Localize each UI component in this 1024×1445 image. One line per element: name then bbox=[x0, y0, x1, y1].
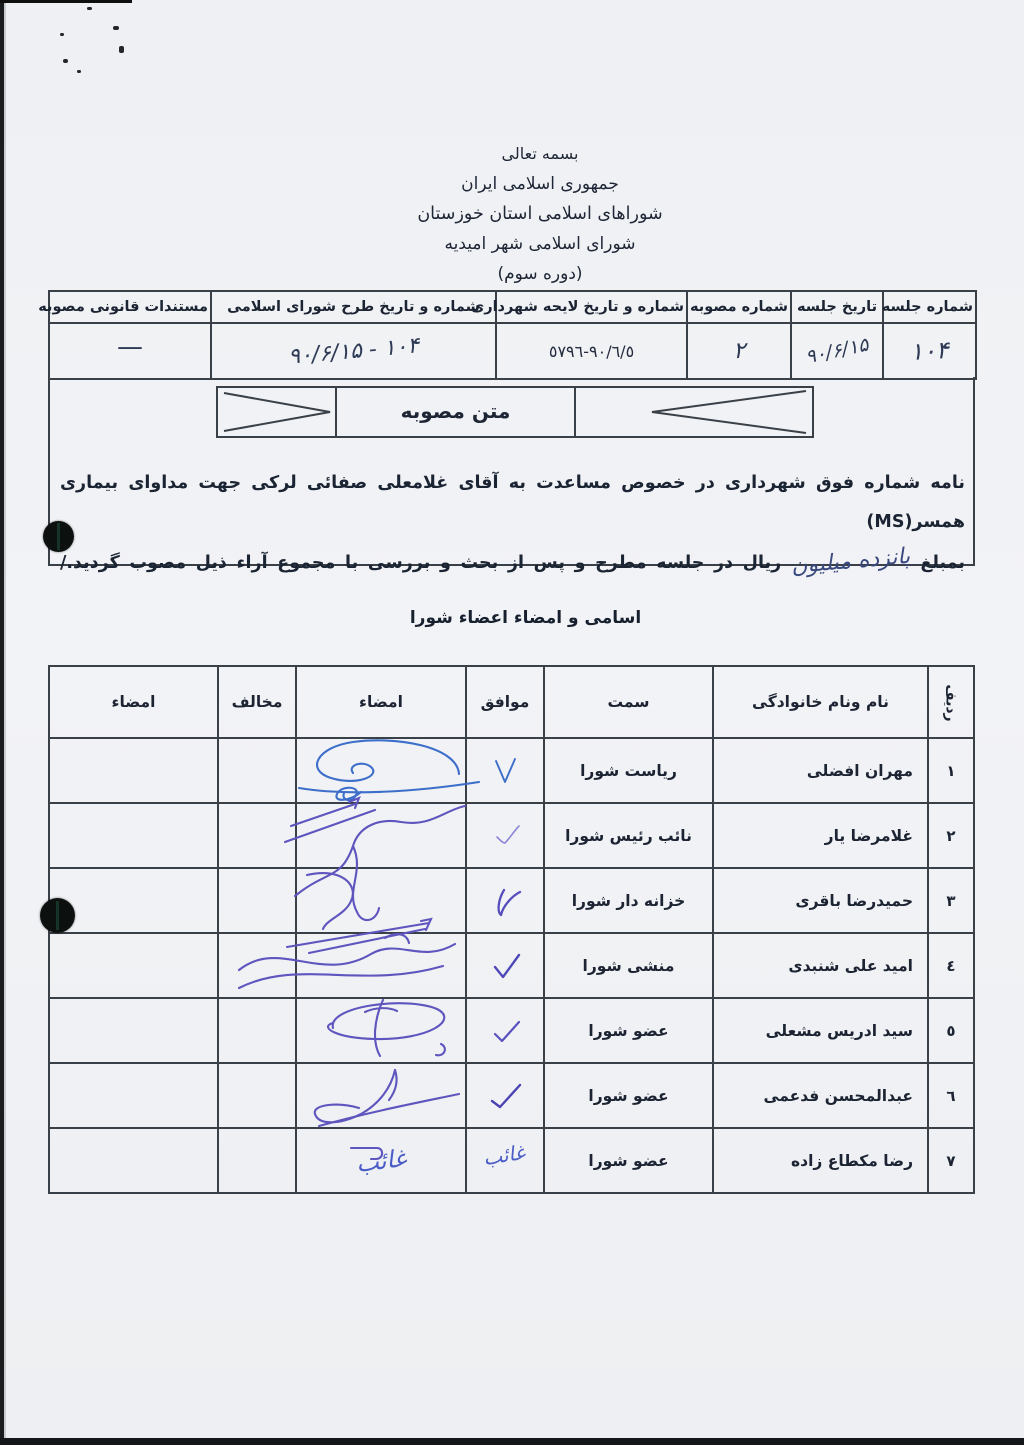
info-header-plan-no-date: شماره و تاریخ طرح شورای اسلامی bbox=[211, 291, 496, 323]
handwritten-plan-no-date: ۹۰/۶/۱۵ - ۱۰۴ bbox=[287, 332, 420, 370]
member-name: عبدالمحسن فدعمی bbox=[713, 1063, 928, 1128]
member-signature-cell bbox=[296, 998, 466, 1063]
scan-edge-top bbox=[0, 0, 132, 3]
member-position: عضو شورا bbox=[544, 1063, 713, 1128]
info-value-plan-no-date bbox=[211, 323, 496, 379]
member-name: حمیدرضا باقری bbox=[713, 868, 928, 933]
resolution-line2-suffix: ریال در جلسه مطرح و پس از بحث و بررسی با مجموع آراء ذیل مصوب گردید./ bbox=[60, 553, 782, 573]
member-oppose-signature-cell bbox=[49, 738, 218, 803]
member-oppose-cell bbox=[218, 933, 296, 998]
member-oppose-signature-cell bbox=[49, 868, 218, 933]
col-header-oppose-signature: امضاء bbox=[49, 666, 218, 738]
dust-speck bbox=[113, 26, 119, 30]
resolution-info-table bbox=[38, 290, 977, 380]
info-header-legal-docs: مستندات قانونی مصوبه bbox=[49, 291, 211, 323]
member-row bbox=[49, 933, 974, 998]
member-oppose-cell bbox=[218, 738, 296, 803]
resolution-line2-prefix: بمبلغ bbox=[920, 553, 965, 573]
member-position: عضو شورا bbox=[544, 1128, 713, 1193]
typed-bill-no-date: ٩٠/٦/٥-٥٧٩٦ bbox=[548, 341, 635, 361]
check-mark-icon bbox=[487, 884, 523, 918]
absent-note: غائب bbox=[354, 1143, 408, 1178]
header-line-province-councils: شوراهای اسلامی استان خوزستان bbox=[417, 204, 663, 224]
header-line-city-council: شورای اسلامی شهر امیدیه bbox=[444, 234, 636, 254]
member-name: سید ادریس مشعلی bbox=[713, 998, 928, 1063]
member-oppose-cell bbox=[218, 1063, 296, 1128]
absent-note: غائب bbox=[481, 1139, 527, 1170]
member-oppose-signature-cell bbox=[49, 1128, 218, 1193]
member-row-number: ٤ bbox=[928, 933, 974, 998]
punch-hole-top bbox=[43, 521, 74, 552]
member-agree-cell bbox=[466, 998, 544, 1063]
member-position: نائب رئیس شورا bbox=[544, 803, 713, 868]
member-row bbox=[49, 803, 974, 868]
member-agree-cell bbox=[466, 738, 544, 803]
info-value-session-no bbox=[883, 323, 976, 379]
handwritten-session-no: ۱۰۴ bbox=[909, 336, 950, 366]
col-header-oppose: مخالف bbox=[218, 666, 296, 738]
check-mark-icon bbox=[486, 1081, 524, 1111]
scan-edge-left-shadow bbox=[4, 0, 6, 1445]
info-value-bill-no-date bbox=[496, 323, 687, 379]
signature-scribble bbox=[289, 994, 479, 1072]
member-signature-cell bbox=[296, 868, 466, 933]
header-line-term: (دوره سوم) bbox=[497, 264, 583, 284]
members-table bbox=[48, 665, 975, 1194]
resolution-text bbox=[60, 464, 965, 583]
info-value-resolution-no bbox=[687, 323, 791, 379]
members-section-title: اسامی و امضاء اعضاء شورا bbox=[409, 608, 642, 628]
col-header-position: سمت bbox=[544, 666, 713, 738]
member-agree-cell bbox=[466, 1128, 544, 1193]
check-mark-icon bbox=[487, 756, 523, 786]
info-header-resolution-no: شماره مصوبه bbox=[687, 291, 791, 323]
col-header-agree: موافق bbox=[466, 666, 544, 738]
member-name: امید علی شنبدی bbox=[713, 933, 928, 998]
check-mark-icon bbox=[487, 1016, 523, 1046]
dust-speck bbox=[119, 46, 124, 53]
member-name: رضا مکطاع زاده bbox=[713, 1128, 928, 1193]
member-agree-cell bbox=[466, 803, 544, 868]
member-row bbox=[49, 998, 974, 1063]
member-position: ریاست شورا bbox=[544, 738, 713, 803]
member-signature-cell bbox=[296, 933, 466, 998]
member-oppose-cell bbox=[218, 998, 296, 1063]
member-signature-cell bbox=[296, 1128, 466, 1193]
header-line-basmala: بسمه تعالی bbox=[501, 144, 579, 163]
scan-edge-bottom bbox=[0, 1438, 1024, 1445]
member-signature-cell bbox=[296, 738, 466, 803]
resolution-line1: نامه شماره فوق شهرداری در خصوص مساعدت به آقای غلامعلی صفائی لرکی جهت مداوای بیماری همسر(MS) bbox=[60, 473, 965, 532]
member-position: منشی شورا bbox=[544, 933, 713, 998]
dust-speck bbox=[63, 59, 68, 63]
member-oppose-cell bbox=[218, 1128, 296, 1193]
member-name: غلامرضا یار bbox=[713, 803, 928, 868]
dust-speck bbox=[77, 70, 81, 73]
member-row-number: ١ bbox=[928, 738, 974, 803]
info-header-session-date: تاریخ جلسه bbox=[791, 291, 883, 323]
member-row bbox=[49, 868, 974, 933]
member-oppose-signature-cell bbox=[49, 933, 218, 998]
member-agree-cell bbox=[466, 933, 544, 998]
member-row-number: ٣ bbox=[928, 868, 974, 933]
member-signature-cell bbox=[296, 1063, 466, 1128]
dust-speck bbox=[60, 33, 64, 36]
member-agree-cell bbox=[466, 868, 544, 933]
dust-speck bbox=[87, 7, 92, 10]
info-header-bill-no-date: شماره و تاریخ لایحه شهرداری bbox=[496, 291, 687, 323]
amount-handwritten: پانزده میلیون bbox=[790, 543, 912, 580]
col-header-full-name: نام ونام خانوادگی bbox=[713, 666, 928, 738]
document-header bbox=[60, 139, 1020, 289]
handwritten-dash: — bbox=[117, 332, 143, 362]
info-value-legal-docs bbox=[49, 323, 211, 379]
member-oppose-signature-cell bbox=[49, 998, 218, 1063]
member-oppose-cell bbox=[218, 803, 296, 868]
handwritten-session-date: ۹۰/۶/۱۵ bbox=[803, 333, 871, 369]
info-value-session-date bbox=[791, 323, 883, 379]
member-signature-cell bbox=[296, 803, 466, 868]
members-header-row bbox=[49, 666, 974, 738]
info-header-session-no: شماره جلسه bbox=[883, 291, 976, 323]
member-row-number: ٧ bbox=[928, 1128, 974, 1193]
member-agree-cell bbox=[466, 1063, 544, 1128]
handwritten-resolution-no: ۲ bbox=[732, 337, 746, 365]
member-oppose-signature-cell bbox=[49, 1063, 218, 1128]
col-header-signature: امضاء bbox=[296, 666, 466, 738]
member-row bbox=[49, 1128, 974, 1193]
col-header-row-no: ردیف bbox=[928, 666, 974, 738]
check-mark-icon bbox=[487, 951, 523, 981]
header-line-country: جمهوری اسلامی ایران bbox=[461, 174, 619, 194]
punch-hole-bottom bbox=[40, 898, 75, 933]
member-row-number: ٥ bbox=[928, 998, 974, 1063]
check-mark-icon bbox=[487, 821, 523, 851]
member-position: عضو شورا bbox=[544, 998, 713, 1063]
member-row bbox=[49, 1063, 974, 1128]
member-oppose-signature-cell bbox=[49, 803, 218, 868]
member-row-number: ٦ bbox=[928, 1063, 974, 1128]
member-position: خزانه دار شورا bbox=[544, 868, 713, 933]
member-row-number: ٢ bbox=[928, 803, 974, 868]
member-oppose-cell bbox=[218, 868, 296, 933]
member-name: مهران افضلی bbox=[713, 738, 928, 803]
banner-title: متن مصوبه bbox=[400, 399, 511, 423]
member-row bbox=[49, 738, 974, 803]
